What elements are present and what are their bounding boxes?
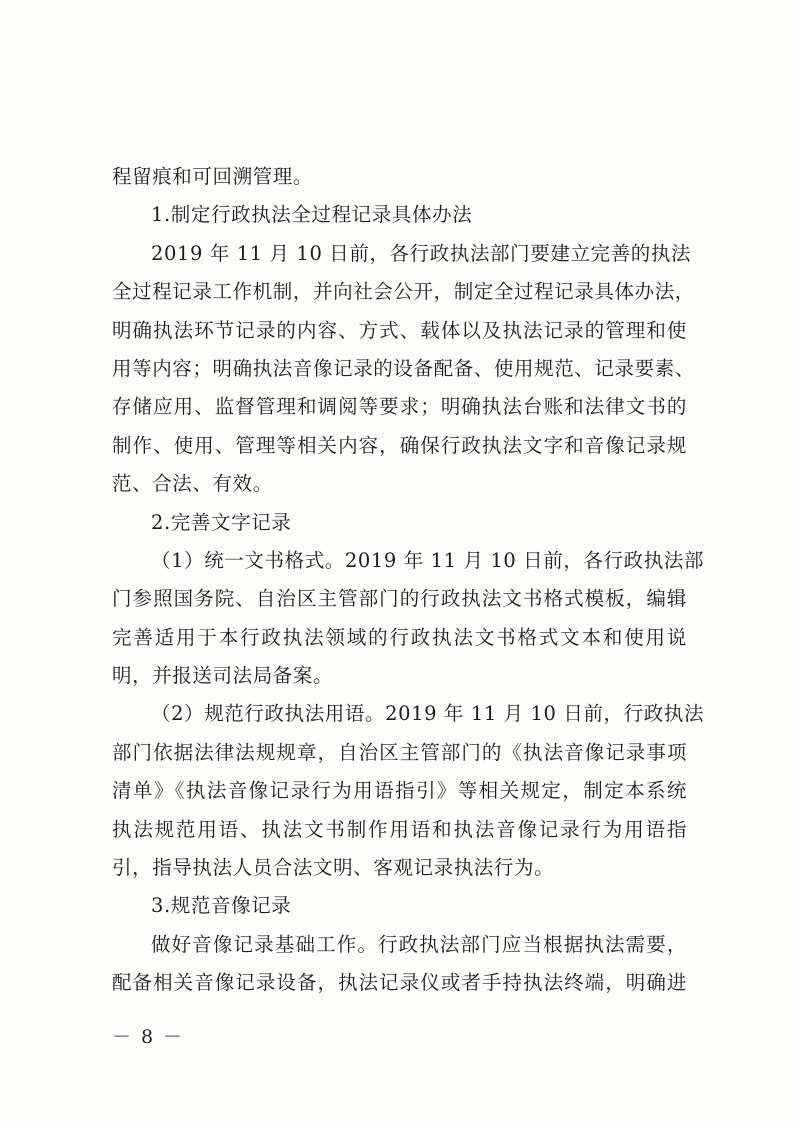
text-line: 3.规范音像记录 <box>151 894 292 918</box>
text-line: 引，指导执法人员合法文明、客观记录执法行为。 <box>112 856 555 880</box>
text-line: （2）规范行政执法用语。2019 年 11 月 10 日前，行政执法 <box>151 702 705 726</box>
page-number: － 8 － <box>112 1026 185 1048</box>
text-line: 配备相关音像记录设备，执法记录仪或者手持执法终端，明确进 <box>112 971 687 995</box>
text-line: 2019 年 11 月 10 日前，各行政执法部门要建立完善的执法 <box>151 241 692 265</box>
body-text <box>112 158 705 1003</box>
text-line: 明，并报送司法局备案。 <box>112 664 334 688</box>
text-line: 部门依据法律法规规章，自治区主管部门的《执法音像记录事项 <box>112 740 687 764</box>
text-line: 范、合法、有效。 <box>112 472 273 496</box>
text-line: 明确执法环节记录的内容、方式、载体以及执法记录的管理和使 <box>112 318 687 342</box>
text-line: 做好音像记录基础工作。行政执法部门应当根据执法需要， <box>151 932 687 956</box>
text-line: 执法规范用语、执法文书制作用语和执法音像记录行为用语指 <box>112 817 687 841</box>
text-line: （1）统一文书格式。2019 年 11 月 10 日前，各行政执法部 <box>151 548 705 572</box>
text-line: 全过程记录工作机制，并向社会公开，制定全过程记录具体办法， <box>112 280 695 304</box>
text-line: 清单》《执法音像记录行为用语指引》等相关规定，制定本系统 <box>112 779 687 803</box>
text-line: 2.完善文字记录 <box>151 510 292 534</box>
text-line: 程留痕和可回溯管理。 <box>112 165 314 188</box>
text-line: 完善适用于本行政执法领域的行政执法文书格式文本和使用说 <box>112 625 687 649</box>
text-line: 1.制定行政执法全过程记录具体办法 <box>151 203 473 227</box>
text-line: 用等内容；明确执法音像记录的设备配备、使用规范、记录要素、 <box>112 356 695 380</box>
text-line: 门参照国务院、自治区主管部门的行政执法文书格式模板，编辑 <box>112 587 687 611</box>
text-line: 制作、使用、管理等相关内容，确保行政执法文字和音像记录规 <box>112 433 687 457</box>
text-line: 存储应用、监督管理和调阅等要求；明确执法台账和法律文书的 <box>112 395 687 419</box>
